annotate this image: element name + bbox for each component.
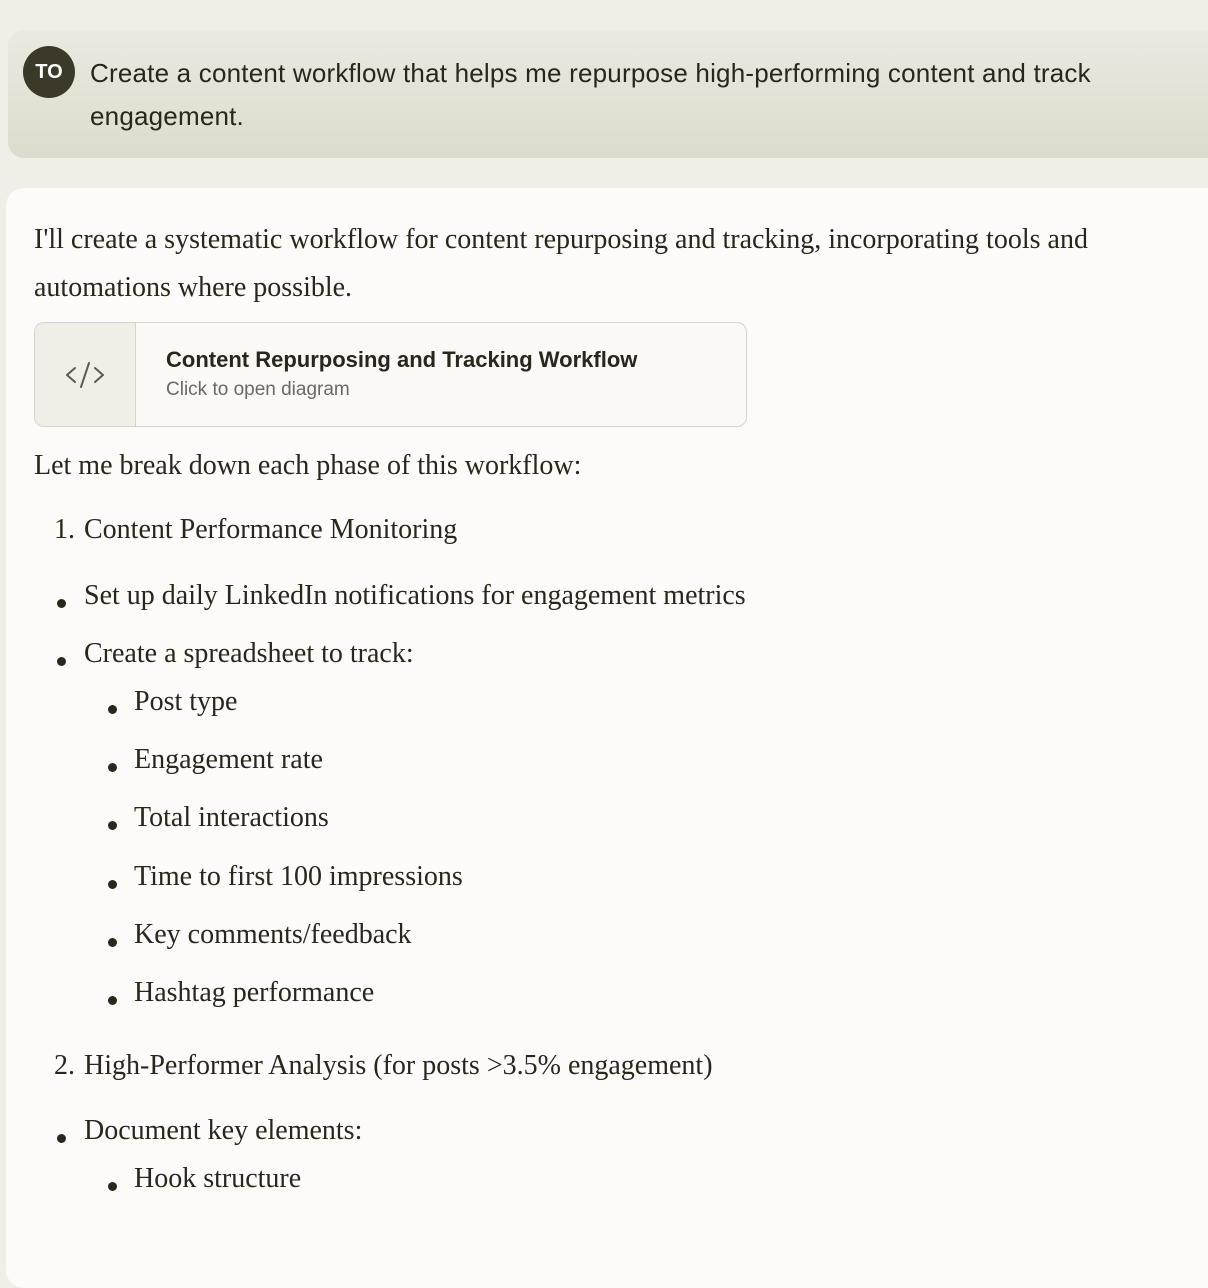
- assistant-lead: Let me break down each phase of this workflow:: [34, 450, 582, 481]
- artifact-card[interactable]: [34, 322, 747, 427]
- list-item: Set up daily LinkedIn notifications for engagement metrics: [84, 580, 746, 611]
- bullet-icon: [57, 657, 66, 666]
- bullet-icon: [108, 821, 117, 830]
- list-item: Key comments/feedback: [134, 919, 412, 950]
- list-item: Hook structure: [134, 1163, 302, 1194]
- list-number: 2.: [54, 1050, 75, 1081]
- list-item: Document key elements:: [84, 1115, 363, 1146]
- bullet-icon: [108, 763, 117, 772]
- list-item: Engagement rate: [134, 744, 323, 775]
- artifact-title: Content Repurposing and Tracking Workflow: [166, 347, 638, 372]
- list-number: 1.: [54, 514, 75, 545]
- list-item: Post type: [134, 686, 238, 717]
- bullet-icon: [57, 1134, 66, 1143]
- bullet-icon: [57, 599, 66, 608]
- user-message-text: Create a content workflow that helps me repurpose high-performing content and track engagement.: [90, 58, 1091, 131]
- user-avatar: TO: [23, 46, 75, 98]
- bullet-icon: [108, 880, 117, 889]
- bullet-icon: [108, 938, 117, 947]
- assistant-intro: I'll create a systematic workflow for content repurposing and tracking, incorporating tools and automations where possible.: [34, 224, 1088, 303]
- list-item: Content Performance Monitoring: [84, 514, 458, 545]
- bullet-icon: [108, 996, 117, 1005]
- artifact-subtitle: Click to open diagram: [166, 379, 350, 400]
- list-item: Hashtag performance: [134, 977, 375, 1008]
- list-item: Create a spreadsheet to track:: [84, 638, 414, 669]
- bullet-icon: [108, 705, 117, 714]
- list-item: High-Performer Analysis (for posts >3.5% engagement): [84, 1050, 713, 1081]
- bullet-icon: [108, 1182, 117, 1191]
- list-item: Total interactions: [134, 802, 329, 833]
- code-icon: [35, 323, 136, 426]
- list-item: Time to first 100 impressions: [134, 861, 463, 892]
